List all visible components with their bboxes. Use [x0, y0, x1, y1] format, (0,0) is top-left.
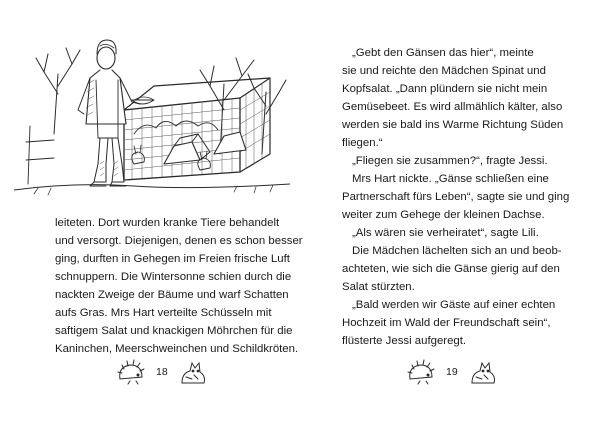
page-number: 19: [446, 366, 458, 378]
text-line: Gemüsebeet. Es wird allmählich kälter, also: [342, 101, 563, 113]
cat-icon: [468, 359, 498, 385]
text-line: aufs Gras. Mrs Hart verteilte Schüsseln mit: [55, 307, 272, 319]
text-line: Kaninchen, Meerschweinchen und Schildkröten.: [55, 343, 299, 355]
text-line: Salat stürzten.: [342, 281, 415, 293]
text-line: saftigem Salat und knackigen Möhrchen für die: [55, 325, 293, 337]
text-line: Die Mädchen lächelten sich an und beob-: [352, 245, 562, 257]
text-line: „Gebt den Gänsen das hier“, meinte: [352, 47, 534, 59]
text-line: flüsterte Jessi aufgeregt.: [342, 335, 467, 347]
woman-feeding-rabbits-illustration: [14, 14, 290, 200]
text-line: Hochzeit im Wald der Freundschaft sein“,: [342, 317, 551, 329]
text-line: fliegen.“: [342, 137, 383, 149]
text-line: achteten, wie sich die Gänse gierig auf den: [342, 263, 560, 275]
right-folio: [406, 352, 498, 392]
hedgehog-icon: [116, 359, 146, 385]
text-line: werden sie bald ins Warme Richtung Süden: [342, 119, 564, 131]
text-line: leiteten. Dort wurden kranke Tiere behandelt: [55, 217, 280, 229]
left-folio: [116, 352, 208, 392]
text-line: Partnerschaft fürs Leben“, sagte sie und ging: [342, 191, 570, 203]
hedgehog-icon: [406, 359, 436, 385]
text-line: „Bald werden wir Gäste auf einer echten: [352, 299, 556, 311]
text-line: nackten Zweige der Bäume und warf Schatten: [55, 289, 289, 301]
text-line: Mrs Hart nickte. „Gänse schließen eine: [352, 173, 549, 185]
text-line: weiter zum Gehege der kleinen Dachse.: [342, 209, 545, 221]
text-line: „Fliegen sie zusammen?“, fragte Jessi.: [352, 155, 548, 167]
text-line: schnuppern. Die Wintersonne schien durch die: [55, 271, 292, 283]
text-line: und versorgt. Diejenigen, denen es schon besser: [55, 235, 303, 247]
right-page: [300, 0, 600, 426]
right-page-text: [342, 44, 568, 350]
text-line: ging, durften in Gehegen im Freien frische Luft: [55, 253, 290, 265]
page-number: 18: [156, 366, 168, 378]
text-line: Kopfsalat. „Dann plündern sie nicht mein: [342, 83, 548, 95]
cat-icon: [178, 359, 208, 385]
left-page-text: [55, 214, 303, 358]
text-line: „Als wären sie verheiratet“, sagte Lili.: [352, 227, 539, 239]
text-line: sie und reichte den Mädchen Spinat und: [342, 65, 546, 77]
